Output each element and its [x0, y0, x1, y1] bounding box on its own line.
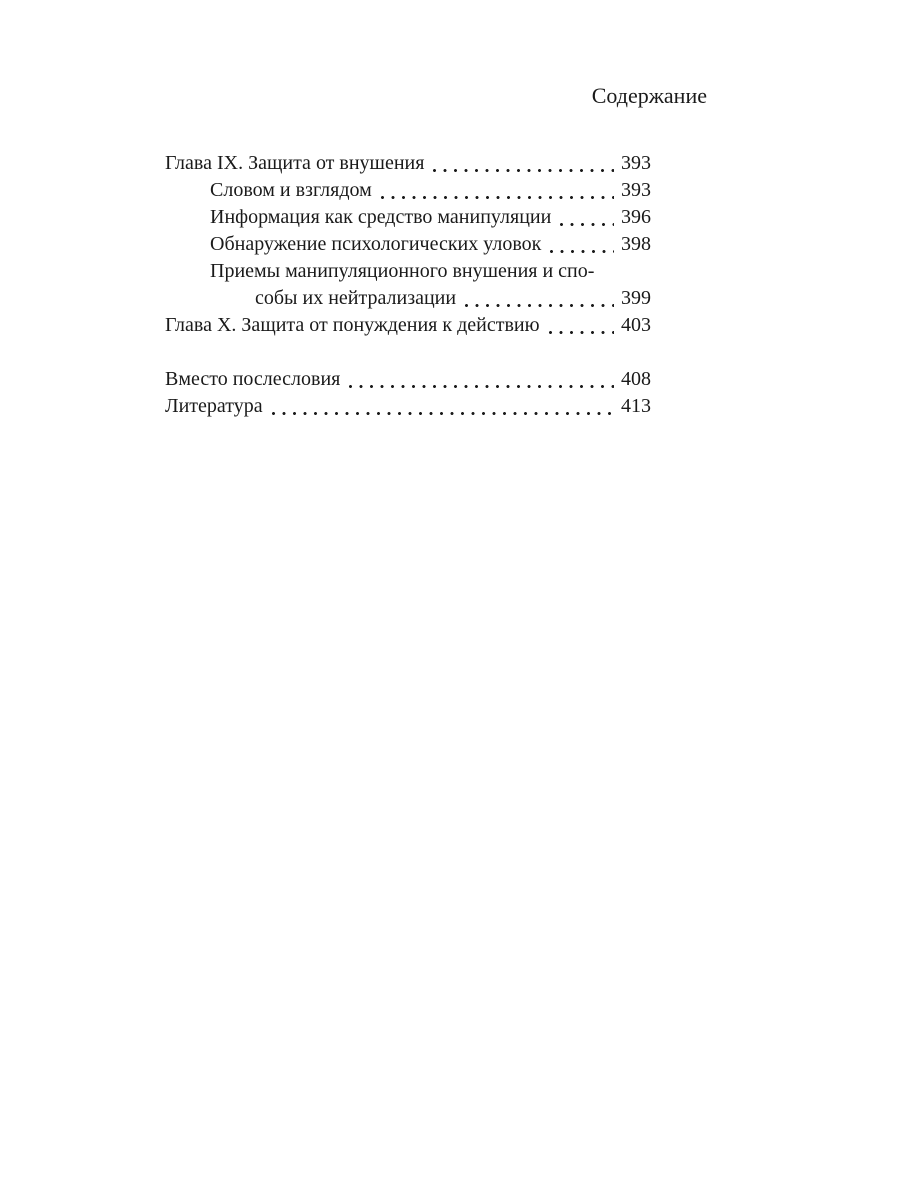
- toc-entry-label: Вместо послесловия: [165, 368, 341, 390]
- toc-entry-page: 398: [621, 233, 651, 255]
- toc-entry: [165, 285, 651, 312]
- toc-entry: [165, 393, 651, 420]
- toc-entry: [165, 204, 651, 231]
- toc-entry-label: Литература: [165, 395, 263, 417]
- toc-entry: [165, 177, 651, 204]
- table-of-contents: [165, 150, 651, 420]
- toc-leader-dots: [272, 412, 614, 415]
- toc-entry-label: Словом и взглядом: [210, 179, 372, 201]
- toc-entry-label: Обнаружение психологических уловок: [210, 233, 542, 255]
- toc-entry: [165, 150, 651, 177]
- page-title: Содержание: [591, 83, 707, 108]
- toc-leader-dots: [549, 331, 614, 334]
- toc-entry-page: 393: [621, 152, 651, 174]
- toc-entry-page: 399: [621, 287, 651, 309]
- toc-leader-dots: [560, 223, 614, 226]
- toc-entry: [165, 312, 651, 339]
- toc-entry-label: Информация как средство манипуляции: [210, 206, 552, 228]
- toc-entry-page: 393: [621, 179, 651, 201]
- toc-leader-dots: [550, 250, 614, 253]
- toc-entry: [165, 258, 651, 285]
- toc-leader-dots: [433, 169, 614, 172]
- toc-entry-page: 396: [621, 206, 651, 228]
- toc-entry-label: Глава X. Защита от понуждения к действию: [165, 314, 540, 336]
- toc-leader-dots: [349, 385, 614, 388]
- toc-leader-dots: [465, 304, 614, 307]
- toc-entry: [165, 366, 651, 393]
- toc-entry-label: Глава IX. Защита от внушения: [165, 152, 425, 174]
- toc-leader-dots: [381, 196, 614, 199]
- toc-entry-label: собы их нейтрализации: [255, 287, 457, 309]
- toc-entry-label: Приемы манипуляционного внушения и спо-: [210, 260, 595, 282]
- toc-entry-page: 413: [621, 395, 651, 417]
- toc-entry-page: 403: [621, 314, 651, 336]
- toc-entry: [165, 231, 651, 258]
- toc-entry-page: 408: [621, 368, 651, 390]
